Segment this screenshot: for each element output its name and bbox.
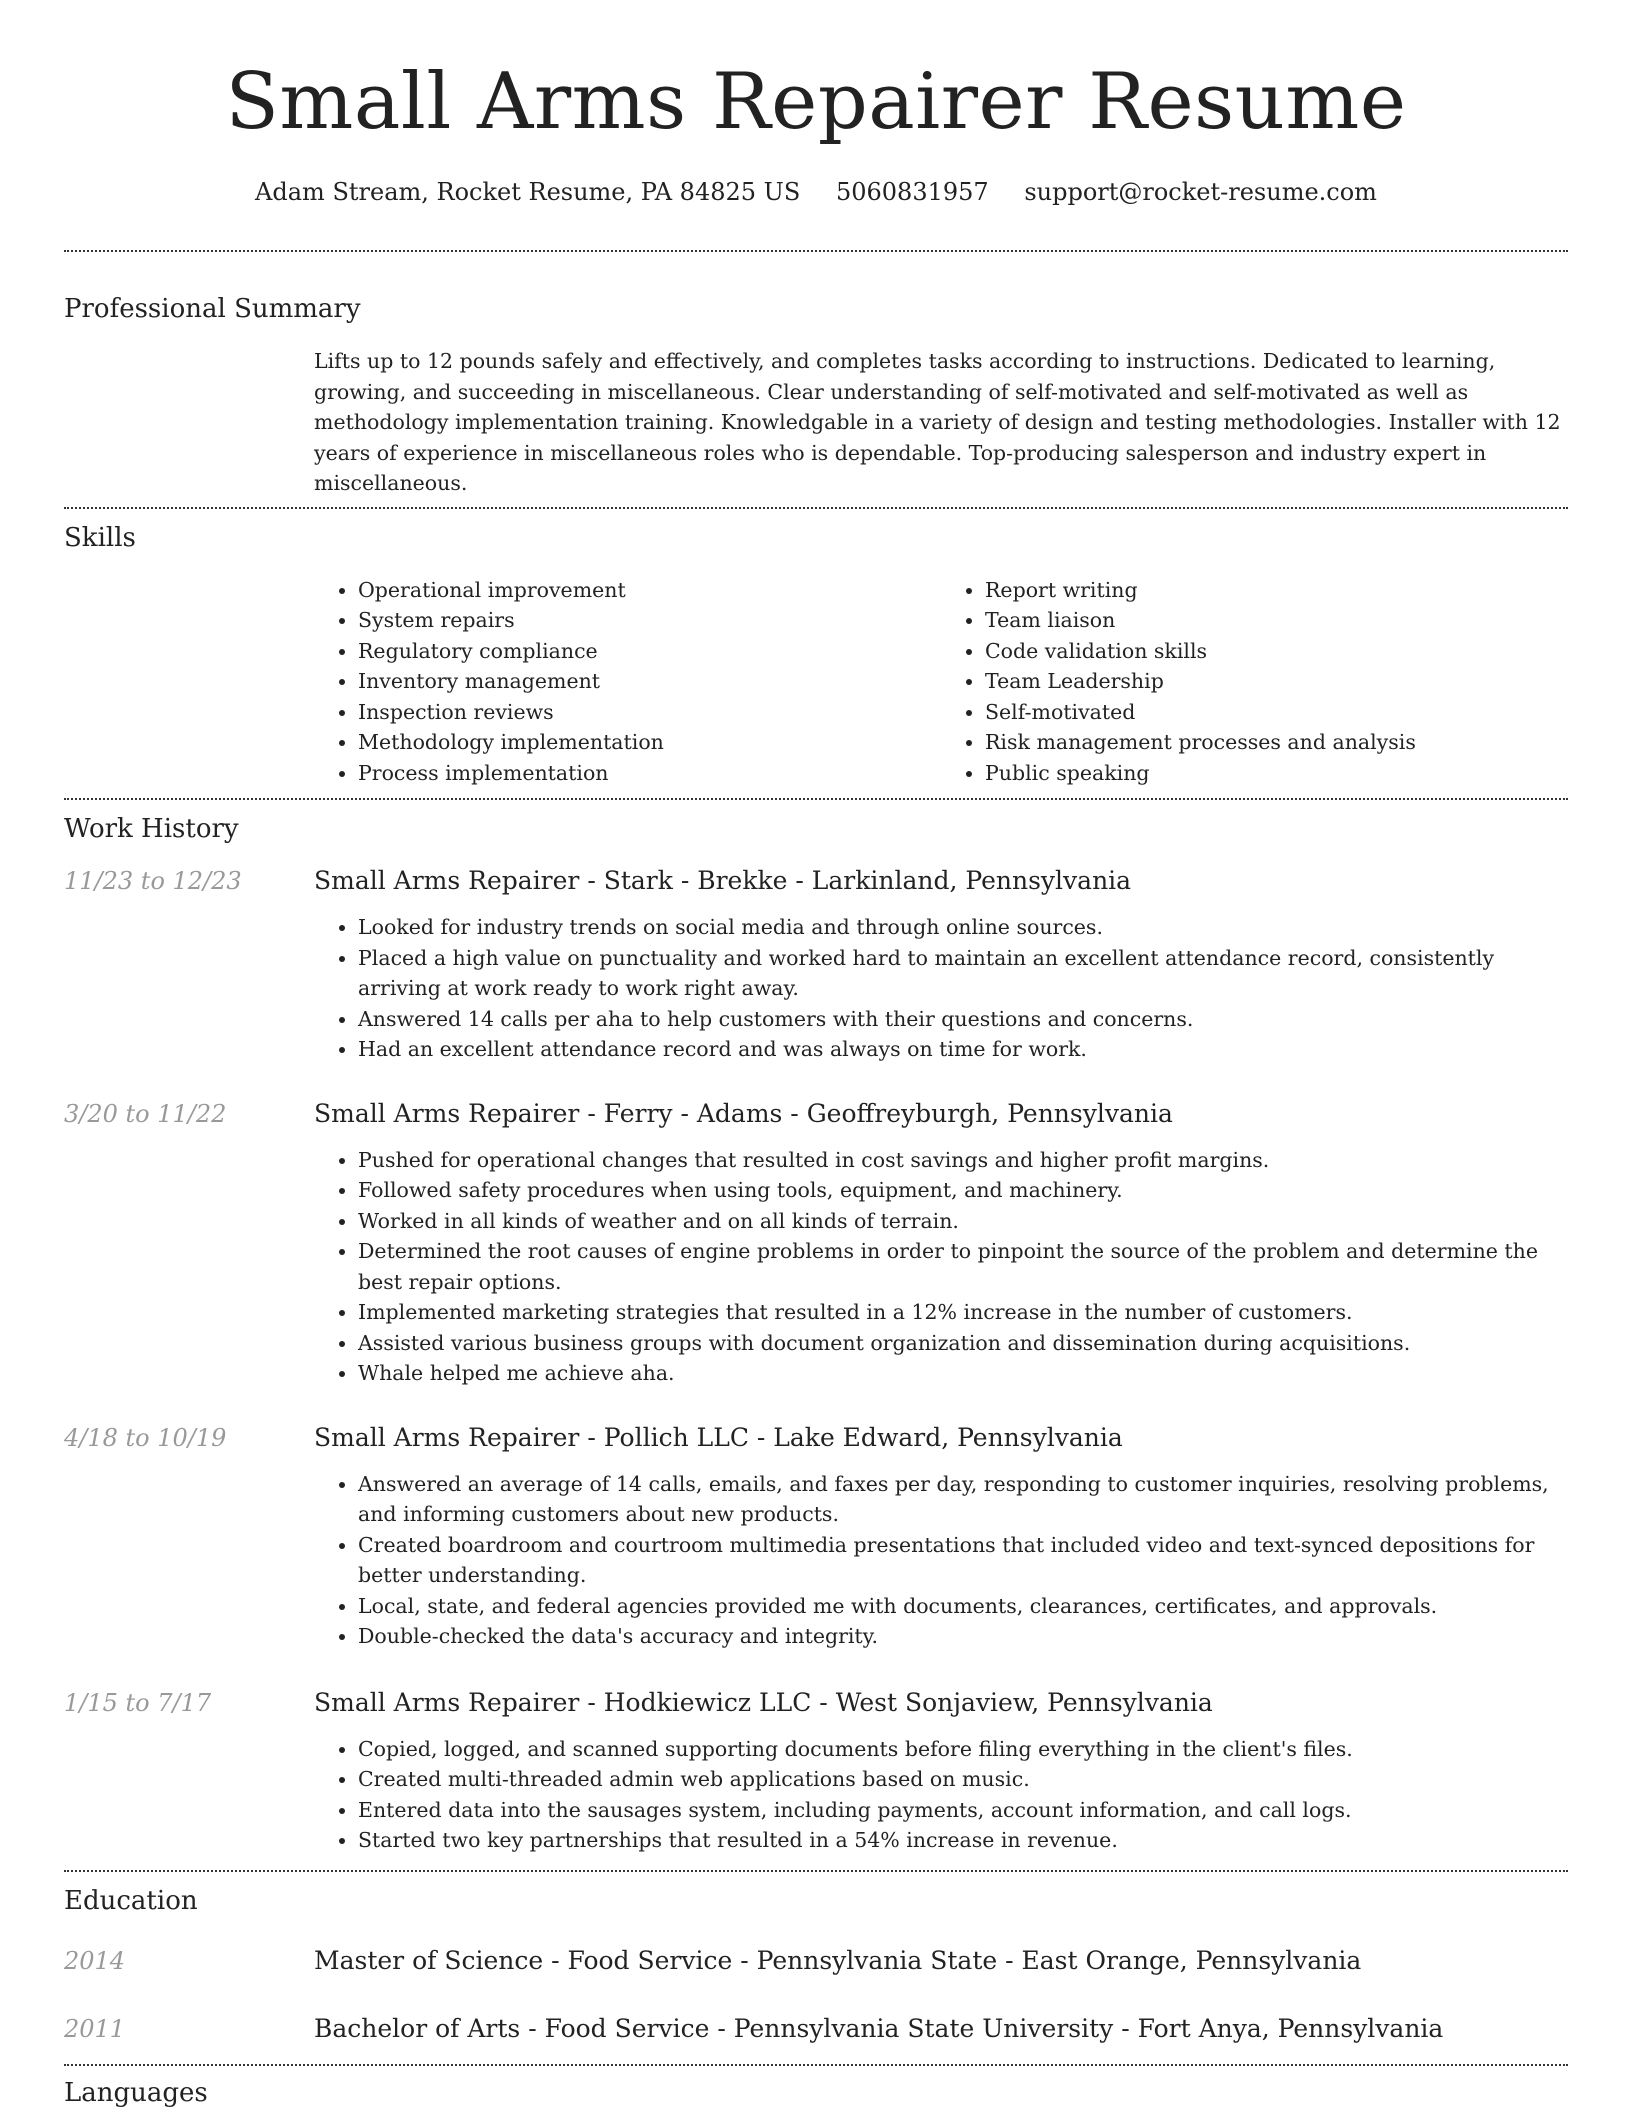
skill-item: • Inventory management <box>358 666 941 697</box>
skill-item: • Operational improvement <box>358 575 941 606</box>
job-heading: Small Arms Repairer - Pollich LLC - Lake Edward, Pennsylvania <box>314 1422 1123 1452</box>
skill-item: • Inspection reviews <box>358 697 941 728</box>
skill-item: • Team Leadership <box>985 666 1568 697</box>
skill-item: • Code validation skills <box>985 636 1568 667</box>
job-bullet: • Pushed for operational changes that resulted in cost savings and higher profit margins. <box>358 1145 1568 1176</box>
work-section-title: Work History <box>64 814 239 844</box>
education-entry <box>64 2012 1568 2046</box>
job-entry <box>64 864 1568 1065</box>
job-bullet: • Answered 14 calls per aha to help customers with their questions and concerns. <box>358 1004 1568 1035</box>
job-bullet: • Had an excellent attendance record and was always on time for work. <box>358 1034 1568 1065</box>
job-heading: Small Arms Repairer - Stark - Brekke - Larkinland, Pennsylvania <box>314 866 1132 895</box>
job-bullet: • Created multi-threaded admin web applications based on music. <box>358 1764 1568 1795</box>
job-heading: Small Arms Repairer - Ferry - Adams - Geoffreyburgh, Pennsylvania <box>314 1098 1173 1128</box>
education-date: 2014 <box>64 1946 126 1975</box>
resume-title: Small Arms Repairer Resume <box>225 57 1407 147</box>
job-bullet: • Copied, logged, and scanned supporting documents before filing everything in the client's files. <box>358 1734 1568 1765</box>
job-details <box>314 1421 1568 1652</box>
job-date: 11/23 to 12/23 <box>64 867 242 895</box>
job-bullet: • Local, state, and federal agencies provided me with documents, clearances, certificates, and approvals. <box>358 1591 1568 1622</box>
summary-text: Lifts up to 12 pounds safely and effectively, and completes tasks according to instructions. Dedicated to learning, growing, and succeeding in miscellaneous. Clear understanding of self-motivated and self-motivated as well as methodology implementation training. Knowledgable in a variety of design and testing methodologies. Installer with 12 years of experience in miscellaneous roles who is dependable. Top-producing salesperson and industry expert in miscellaneous. <box>314 349 1561 495</box>
job-bullet: • Looked for industry trends on social media and through online sources. <box>358 912 1568 943</box>
section-divider <box>64 507 1568 509</box>
contact-address: Adam Stream, Rocket Resume, PA 84825 US <box>255 178 801 206</box>
skills-list <box>314 575 1568 789</box>
job-entry <box>64 1097 1568 1389</box>
education-heading: Master of Science - Food Service - Pennsylvania State - East Orange, Pennsylvania <box>314 1945 1362 1975</box>
contact-line <box>64 174 1568 210</box>
education-date: 2011 <box>64 2014 126 2043</box>
skills-column-left <box>314 575 941 789</box>
job-bullet: • Whale helped me achieve aha. <box>358 1358 1568 1389</box>
skill-item: • Process implementation <box>358 758 941 789</box>
skill-item: • Team liaison <box>985 605 1568 636</box>
skill-item: • Report writing <box>985 575 1568 606</box>
skills-column-right <box>941 575 1568 789</box>
skill-item: • Methodology implementation <box>358 727 941 758</box>
contact-phone: 5060831957 <box>835 178 989 206</box>
job-bullet: • Created boardroom and courtroom multimedia presentations that included video and text-synced depositions for better understanding. <box>358 1530 1568 1591</box>
section-divider <box>64 1870 1568 1872</box>
section-divider <box>64 798 1568 800</box>
job-bullets <box>314 1469 1568 1652</box>
section-divider <box>64 250 1568 252</box>
job-bullet: • Assisted various business groups with document organization and dissemination during acquisitions. <box>358 1328 1568 1359</box>
job-bullet: • Answered an average of 14 calls, emails, and faxes per day, responding to customer inquiries, resolving problems, and informing customers about new products. <box>358 1469 1568 1530</box>
job-bullet: • Placed a high value on punctuality and worked hard to maintain an excellent attendance record, consistently arriving at work ready to work right away. <box>358 943 1568 1004</box>
job-bullet: • Entered data into the sausages system, including payments, account information, and call logs. <box>358 1795 1568 1826</box>
job-date: 4/18 to 10/19 <box>64 1423 227 1452</box>
job-details <box>314 1686 1568 1856</box>
job-heading: Small Arms Repairer - Hodkiewicz LLC - West Sonjaview, Pennsylvania <box>314 1687 1213 1717</box>
resume-page <box>64 0 1568 2110</box>
job-entry <box>64 1421 1568 1652</box>
job-date: 1/15 to 7/17 <box>64 1688 212 1717</box>
contact-email[interactable]: support@rocket-resume.com <box>1024 178 1377 206</box>
job-bullet: • Implemented marketing strategies that resulted in a 12% increase in the number of customers. <box>358 1297 1568 1328</box>
education-heading: Bachelor of Arts - Food Service - Pennsylvania State University - Fort Anya, Pennsylvania <box>314 2013 1444 2043</box>
job-bullet: • Worked in all kinds of weather and on all kinds of terrain. <box>358 1206 1568 1237</box>
languages-section-title: Languages <box>64 2077 208 2108</box>
education-entry <box>64 1944 1568 1978</box>
education-section-title: Education <box>64 1885 198 1916</box>
job-bullet: • Double-checked the data's accuracy and integrity. <box>358 1621 1568 1652</box>
job-bullets <box>314 912 1568 1065</box>
skill-item: • Self-motivated <box>985 697 1568 728</box>
skill-item: • Risk management processes and analysis <box>985 727 1568 758</box>
skills-section-title: Skills <box>64 522 136 553</box>
job-bullets <box>314 1734 1568 1856</box>
skill-item: • Regulatory compliance <box>358 636 941 667</box>
job-bullets <box>314 1145 1568 1389</box>
job-bullet: • Determined the root causes of engine problems in order to pinpoint the source of the problem and determine the best repair options. <box>358 1236 1568 1297</box>
job-date: 3/20 to 11/22 <box>64 1099 227 1128</box>
job-details <box>314 864 1568 1065</box>
skill-item: • System repairs <box>358 605 941 636</box>
job-bullet: • Followed safety procedures when using tools, equipment, and machinery. <box>358 1175 1568 1206</box>
job-entry <box>64 1686 1568 1856</box>
skill-item: • Public speaking <box>985 758 1568 789</box>
summary-section-title: Professional Summary <box>64 294 361 324</box>
job-details <box>314 1097 1568 1389</box>
section-divider <box>64 2064 1568 2066</box>
job-bullet: • Started two key partnerships that resulted in a 54% increase in revenue. <box>358 1825 1568 1856</box>
